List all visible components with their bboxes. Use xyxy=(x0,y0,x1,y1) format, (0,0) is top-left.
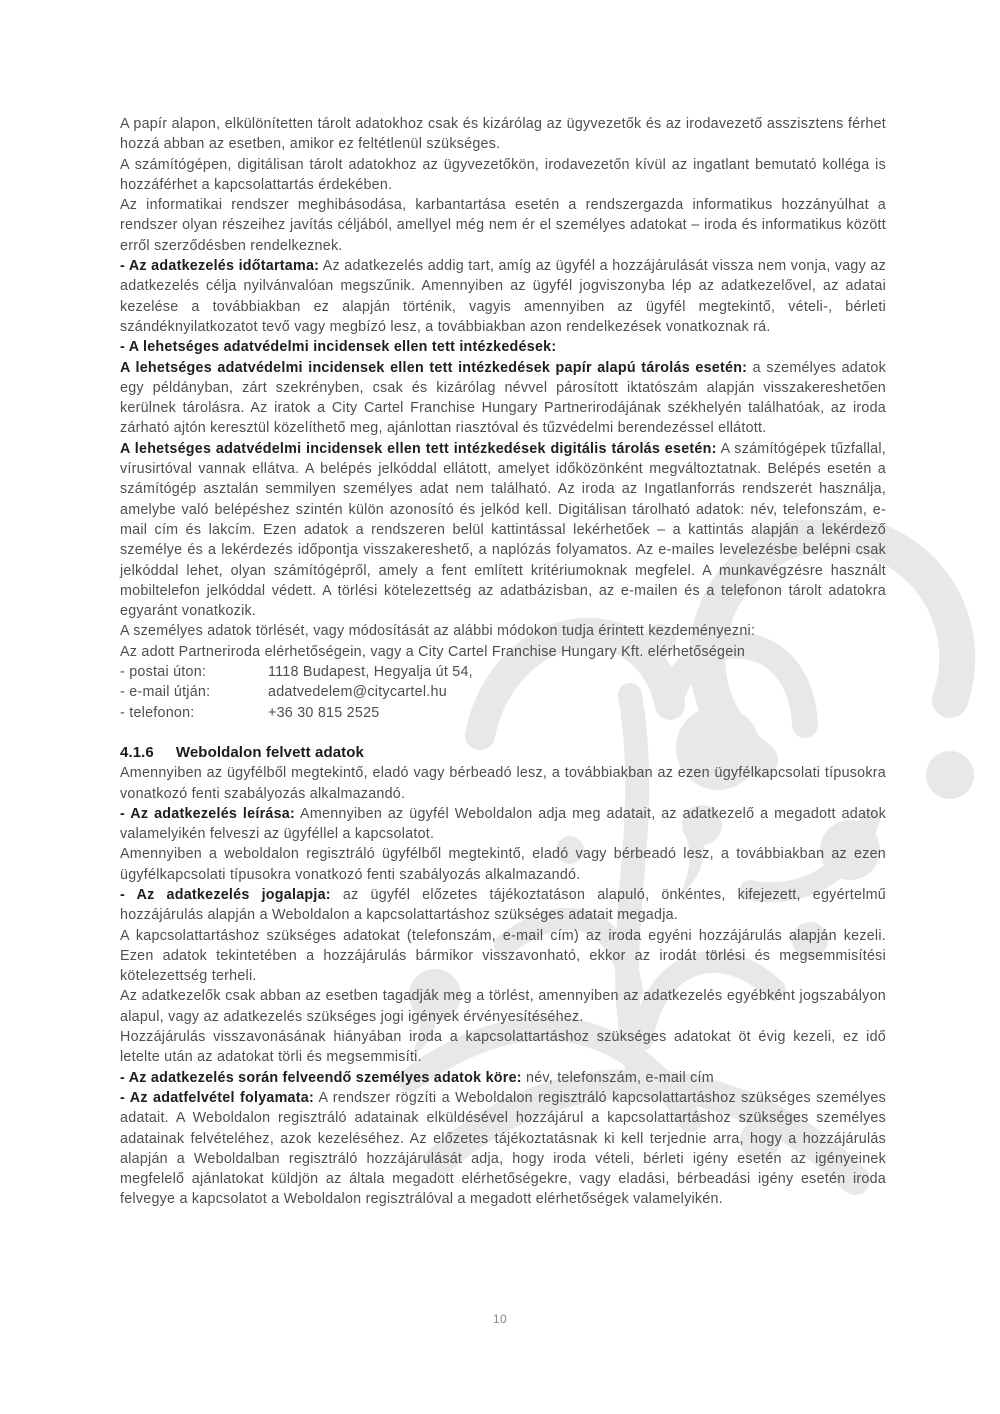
paragraph-text: az ügyfél előzetes tájékoztatáson alapuló, önkéntes, kifejezett, egyértelmű hozzájárulás alapján a Weboldalon a kapcsolattartáshoz szükséges adatait megadja. xyxy=(120,886,887,924)
contact-label: - postai úton: xyxy=(120,664,207,681)
paragraph-text: A személyes adatok törlését, vagy módosítását az alábbi módokon tudja érintett kezdeményezni: xyxy=(120,623,756,640)
paragraph xyxy=(120,114,886,155)
paragraph-lead: - Az adatkezelés időtartama: xyxy=(120,258,320,275)
paragraph xyxy=(120,804,886,845)
document-body xyxy=(120,114,886,1210)
paragraph xyxy=(120,1027,886,1068)
paragraph-text: Amennyiben az ügyfél Weboldalon adja meg adatait, az adatkezelő a megadott adatok valamelyikén felveszi az ügyféllel a kapcsolatot. xyxy=(120,805,886,843)
page-number: 10 xyxy=(492,1312,508,1326)
paragraph-lead: A lehetséges adatvédelmi incidensek ellen tett intézkedések digitális tárolás esetén: xyxy=(120,440,717,457)
contact-list xyxy=(120,662,886,723)
paragraph xyxy=(120,986,886,1027)
section-heading xyxy=(120,743,886,763)
paragraph-text: Az informatikai rendszer meghibásodása, karbantartása esetén a rendszergazda informatikus hozzányúlhat a rendszer olyan részeihez javítás céljából, amellyel még nem ér el személyes adatokat – iroda és informatikus között erről szerződésben rendelkeznek. xyxy=(120,197,886,254)
paragraph xyxy=(120,1068,886,1088)
paragraph xyxy=(120,155,886,196)
paragraph-text: név, telefonszám, e-mail cím xyxy=(521,1069,714,1086)
paragraph-text: Az adatkezelők csak abban az esetben tagadják meg a törlést, amennyiben az adatkezelés egyébként jogszabályon alapul, vagy az adatkezelés szükséges jogi igények érvényesítéséhez. xyxy=(120,988,886,1025)
paragraph-lead: - A lehetséges adatvédelmi incidensek ellen tett intézkedések: xyxy=(120,339,557,356)
paragraph-lead: - Az adatkezelés jogalapja: xyxy=(120,886,331,903)
email-address: adatvedelem@citycartel.hu xyxy=(268,684,447,701)
phone-number: +36 30 815 2525 xyxy=(268,704,380,721)
paragraph-text: A rendszer rögzíti a Weboldalon regisztráló kapcsolattartáshoz szükséges személyes adatait. A Weboldalon regisztráló adatainak elküldésével hozzájárul a kapcsolattartáshoz szükséges személyes adatainak felvételéhez, azok kezeléséhez. Az előzetes tájékoztatásnak ki kell terjednie arra, hogy a hozzájárulás alapján a Weboldalban regisztráló hozzájárulását adja, hogy iroda vételi, bérleti igény esetén az igényeinek megfelelő ajánlatokat küldjön az általa megadott elérhetőségekre, vagy eladási, bérbeadási igény esetén iroda felvegye a kapcsolatot a Weboldalon regisztrálóval a megadott elérhetőségek valamelyikén. xyxy=(120,1089,886,1208)
section-number: 4.1.6 xyxy=(120,743,154,761)
contact-row-postal xyxy=(120,662,886,682)
paragraph-text: Amennyiben a weboldalon regisztráló ügyfélből megtekintő, eladó vagy bérbeadó lesz, a továbbiakban az ezen ügyfélkapcsolati típusokra vonatkozó fenti szabályozás alkalmazandó. xyxy=(120,846,886,883)
paragraph-text: a személyes adatok egy példányban, zárt szekrényben, csak és kizárólag névvel párosított iktatószám alapján visszakereshetően kerülnek tárolásra. Az iratok a City Cartel Franchise Hungary Partnerirodájának székhelyén találhatóak, az iroda zárható ajtón keresztül közelíthető meg, ajánlottan riasztóval és tűzvédelmi berendezéssel ellátott. xyxy=(120,359,886,437)
paragraph-text: A számítógépek tűzfallal, vírusirtóval vannak ellátva. A belépés jelkóddal ellátott, amelyet időközönként megváltoztatnak. Belépés esetén a számítógép asztalán semmilyen személyes adat nem található. Az iroda az Ingatlanforrás rendszerét használja, amelybe való belépéshez szintén külön azonosító és jelkód kell. Digitálisan tárolható adatok: név, telefonszám, e-mail cím és lakcím. Ezen adatok a rendszeren belül kattintással lekérhetőek – a kattintás alapján a lekérdező személye és a lekérdezés időpontja visszakereshető, a naplózás folyamatos. Az e-mailes levelezésbe belépni csak jelkóddal lehet, olyan számítógépről, amely a fent említett kritériumoknak megfelel. A munkavégzésre használt mobiltelefon jelkóddal védett. A törlési kötelezettség az adatbázisban, az e-mailen és a telefonon tárolt adatokra egyaránt vonatkozik. xyxy=(120,440,886,620)
paragraph xyxy=(120,256,886,337)
paragraph xyxy=(120,885,886,926)
paragraph xyxy=(120,844,886,885)
paragraph-text: A számítógépen, digitálisan tárolt adatokhoz az ügyvezetőkön, irodavezetőn kívül az ingatlant bemutató kolléga is hozzáférhet a kapcsolattartás érdekében. xyxy=(120,156,886,193)
paragraph xyxy=(120,642,886,662)
paragraph-text: Hozzájárulás visszavonásának hiányában iroda a kapcsolattartáshoz szükséges adatokat öt évig kezeli, ez idő letelte után az adatokat törli és megsemmisíti. xyxy=(120,1029,886,1066)
paragraph-text: Az adatkezelés addig tart, amíg az ügyfél a hozzájárulását vissza nem vonja, vagy az adatkezelés célja nyilvánvalóan megszűnik. Amennyiben az ügyfél jogviszonyba lép az adatkezelővel, az adatai kezelése a továbbiakban ez alapján történik, vagyis amennyiben az ügyfél megtekintő, vételi-, bérleti szándéknyilatkozatot tevő vagy megbízó lesz, a továbbiakban azon rendelkezések vonatkoznak rá. xyxy=(120,258,886,335)
paragraph-text: Az adott Partneriroda elérhetőségein, vagy a City Cartel Franchise Hungary Kft. elérhetőségein xyxy=(120,643,746,660)
contact-label: - e-mail útján: xyxy=(120,684,211,701)
paragraph-lead: A lehetséges adatvédelmi incidensek ellen tett intézkedések papír alapú tárolás esetén: xyxy=(120,359,748,376)
paragraph-lead: - Az adatkezelés leírása: xyxy=(120,805,296,822)
paragraph xyxy=(120,621,886,641)
paragraph-text: A kapcsolattartáshoz szükséges adatokat (telefonszám, e-mail cím) az iroda egyéni hozzájárulás alapján kezeli. Ezen adatok tekintetében a hozzájárulás bármikor visszavonható, ekkor az irodát törlési és megsemmisítési kötelezettség terheli. xyxy=(120,927,886,985)
paragraph xyxy=(120,358,886,439)
paragraph-text: A papír alapon, elkülönítetten tárolt adatokhoz csak és kizárólag az ügyvezetők és az irodavezető asszisztens férhet hozzá abban az esetben, amikor ez feltétlenül szükséges. xyxy=(120,116,886,153)
paragraph xyxy=(120,439,886,622)
contact-row-email xyxy=(120,682,886,702)
paragraph xyxy=(120,195,886,256)
postal-address: 1118 Budapest, Hegyalja út 54, xyxy=(268,664,473,681)
paragraph-lead: - Az adatkezelés során felveendő személyes adatok köre: xyxy=(120,1069,522,1086)
contact-label: - telefonon: xyxy=(120,704,195,721)
paragraph xyxy=(120,926,886,987)
paragraph xyxy=(120,763,886,804)
section-title: Weboldalon felvett adatok xyxy=(175,743,364,761)
paragraph xyxy=(120,337,886,357)
contact-row-phone xyxy=(120,703,886,723)
paragraph xyxy=(120,1088,886,1210)
paragraph-text: Amennyiben az ügyfélből megtekintő, eladó vagy bérbeadó lesz, a továbbiakban az ezen ügyfélkapcsolati típusokra vonatkozó fenti szabályozás alkalmazandó. xyxy=(120,765,886,802)
paragraph-lead: - Az adatfelvétel folyamata: xyxy=(120,1089,314,1106)
